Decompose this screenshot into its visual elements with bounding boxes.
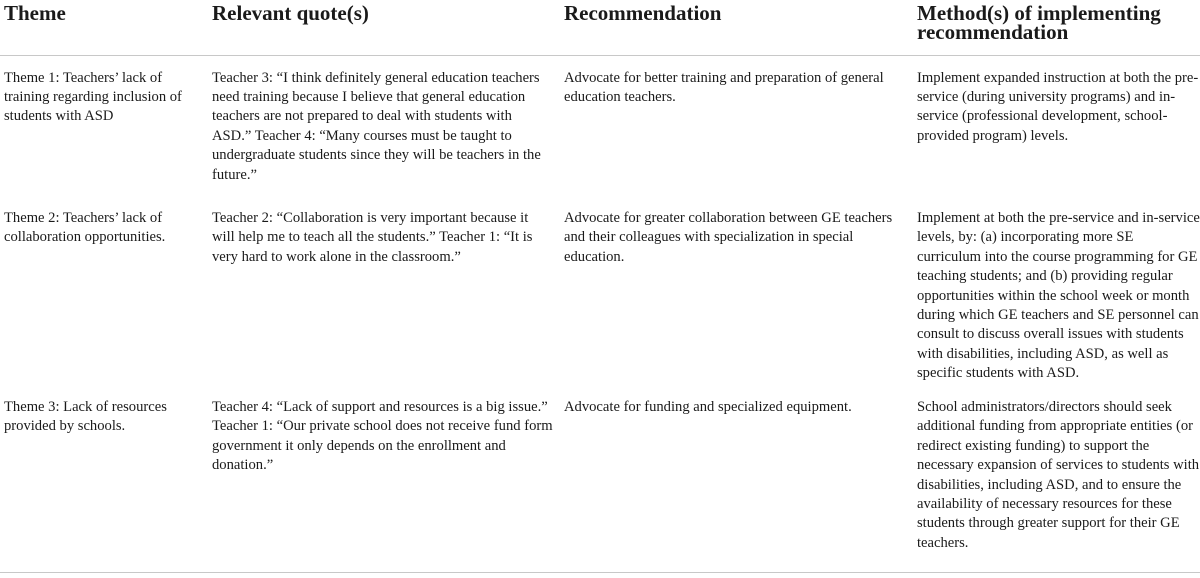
method-cell: Implement expanded instruction at both the pre-service (during university programs) and in-service (professional development, school-provided program) levels. [917, 69, 1199, 144]
quote-cell: Teacher 4: “Lack of support and resources is a big issue.” Teacher 1: “Our private school does not receive fund form government it only depends on the enrollment and donation.” [208, 394, 560, 572]
table-row [0, 55, 1200, 205]
header-relevant-quotes: Relevant quote(s) [208, 0, 560, 55]
quote-cell: Teacher 2: “Collaboration is very important because it will help me to teach all the students.” Teacher 1: “It is very hard to work alone in the classroom.” [212, 210, 533, 265]
method-cell: School administrators/directors should seek additional funding from appropriate entities (or redirect existing funding) to support the necessary expansion of services to students with disabilities, including ASD, and to ensure the availability of necessary resources for these students through greater support for their GE teachers. [913, 394, 1200, 572]
table-body [0, 55, 1200, 572]
table-row [0, 205, 1200, 394]
recommendation-cell: Advocate for funding and specialized equipment. [560, 394, 913, 572]
recommendation-cell: Advocate for greater collaboration between GE teachers and their colleagues with specialization in special education. [564, 210, 893, 265]
theme-cell: Theme 2: Teachers’ lack of collaboration opportunities. [4, 210, 166, 246]
theme-cell: Theme 1: Teachers’ lack of training regarding inclusion of students with ASD [4, 69, 182, 125]
recommendation-cell: Advocate for better training and preparation of general education teachers. [564, 69, 884, 105]
header-methods: Method(s) of implementing recommendation [913, 0, 1200, 55]
table-row [0, 394, 1200, 572]
table-header [0, 0, 1200, 55]
quote-cell: Teacher 3: “I think definitely general education teachers need training because I believe that general education teachers are not prepared to deal with students with ASD.” Teacher 4: “Many courses must be taught to undergraduate students since they will be teachers in the future.” [212, 69, 541, 183]
method-cell: Implement at both the pre-service and in-service levels, by: (a) incorporating more SE curriculum into the course programming for GE teaching students; and (b) providing regular opportunities within the school week or month during which GE teachers and SE personnel can consult to discuss overall issues with students with disabilities, including ASD, as well as specific students with ASD. [917, 210, 1200, 382]
header-row [0, 0, 1200, 55]
header-recommendation: Recommendation [560, 0, 913, 55]
theme-cell: Theme 3: Lack of resources provided by schools. [0, 394, 208, 572]
header-theme: Theme [0, 0, 208, 55]
